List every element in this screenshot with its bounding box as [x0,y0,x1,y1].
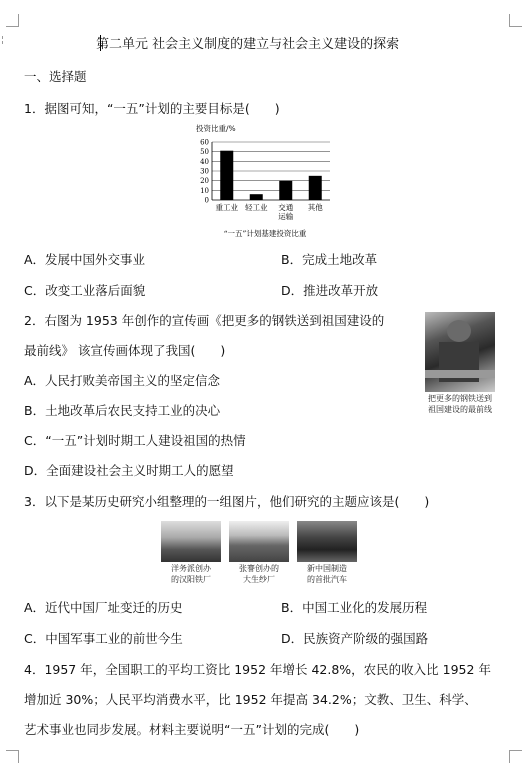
q2-option-b[interactable]: B．土地改革后农民支持工业的决心 [24,403,221,418]
photo-caption-1-line1: 洋务派创办 [171,564,211,573]
poster-caption [418,393,502,415]
photo-caption-3-line1: 新中国制造 [307,564,347,573]
bar-交通运输 [279,181,292,200]
corner-mark-top-right [509,14,522,27]
bar-其他 [309,176,322,200]
margin-marker [2,36,6,44]
poster-caption-line2: 祖国建设的最前线 [428,405,492,414]
question-1-stem: 1．据图可知，“一五”计划的主要目标是( ) [24,101,280,116]
x-tick-label: 轻工业 [245,203,268,212]
q1-option-a[interactable]: A．发展中国外交事业 [24,252,146,267]
corner-mark-top-left [6,14,19,27]
y-tick-label: 60 [200,138,209,147]
corner-mark-bottom-left [6,750,19,763]
x-tick-label: 交通 [278,203,294,212]
page-title: 第二单元 社会主义制度的建立与社会主义建设的探索 [96,37,400,52]
y-tick-label: 0 [204,196,209,205]
bar-重工业 [220,151,233,200]
q3-option-b[interactable]: B．中国工业化的发展历程 [281,600,428,615]
q2-option-c[interactable]: C．“一五”计划时期工人建设祖国的热情 [24,433,246,448]
photo-caption-2-line2: 大生纱厂 [243,575,275,584]
q3-option-d[interactable]: D．民族资产阶级的强国路 [281,631,429,646]
q1-option-d[interactable]: D．推进改革开放 [281,283,379,298]
y-tick-label: 50 [200,148,209,157]
bar-轻工业 [250,194,263,200]
q1-option-b[interactable]: B．完成土地改革 [281,252,378,267]
dasheng-mill-photo [229,521,289,562]
question-2-stem-line2: 最前线》 该宣传画体现了我国( ) [24,343,226,358]
q2-option-a[interactable]: A．人民打败美帝国主义的坚定信念 [24,373,221,388]
y-axis-label: 投资比重/% [196,124,236,133]
poster-caption-line1: 把更多的钢铁送到 [428,394,492,403]
question-4-line3: 艺术事业也同步发展。材料主要说明“一五”计划的完成( ) [24,722,360,737]
corner-mark-bottom-right [509,750,522,763]
y-tick-label: 20 [200,177,209,186]
section-heading: 一、选择题 [24,69,87,84]
photo-caption-2 [224,563,294,585]
first-trucks-photo [297,521,357,562]
question-4-line1: 4．1957 年，全国职工的平均工资比 1952 年增长 42.8%，农民的收入比 1952 年 [24,662,491,677]
question-3-stem: 3．以下是某历史研究小组整理的一组图片，他们研究的主题应该是( ) [24,494,430,509]
question-2-stem-line1: 2．右图为 1953 年创作的宣传画《把更多的钢铁送到祖国建设的 [24,313,385,328]
photo-caption-1-line2: 的汉阳铁厂 [171,575,211,584]
q3-option-a[interactable]: A．近代中国厂址变迁的历史 [24,600,183,615]
x-tick-label: 运输 [278,212,294,221]
investment-bar-chart [190,120,340,242]
chart-caption: “一五”计划基建投资比重 [223,229,307,238]
photo-caption-1 [156,563,226,585]
q2-option-d[interactable]: D．全面建设社会主义时期工人的愿望 [24,463,234,478]
y-tick-label: 10 [200,186,209,195]
y-tick-label: 30 [200,167,209,176]
y-tick-label: 40 [200,157,209,166]
q1-option-c[interactable]: C．改变工业落后面貌 [24,283,146,298]
x-tick-label: 重工业 [215,203,238,212]
photo-caption-3 [292,563,362,585]
question-4-line2: 增加近 30%；人民平均消费水平，比 1952 年提高 34.2%；文教、卫生、科学、 [24,692,477,707]
hanyang-ironworks-photo [161,521,221,562]
photo-caption-3-line2: 的首批汽车 [307,575,347,584]
x-tick-label: 其他 [307,203,323,212]
q3-option-c[interactable]: C．中国军事工业的前世今生 [24,631,183,646]
photo-caption-2-line1: 张謇创办的 [239,564,279,573]
propaganda-poster-image [425,312,495,392]
